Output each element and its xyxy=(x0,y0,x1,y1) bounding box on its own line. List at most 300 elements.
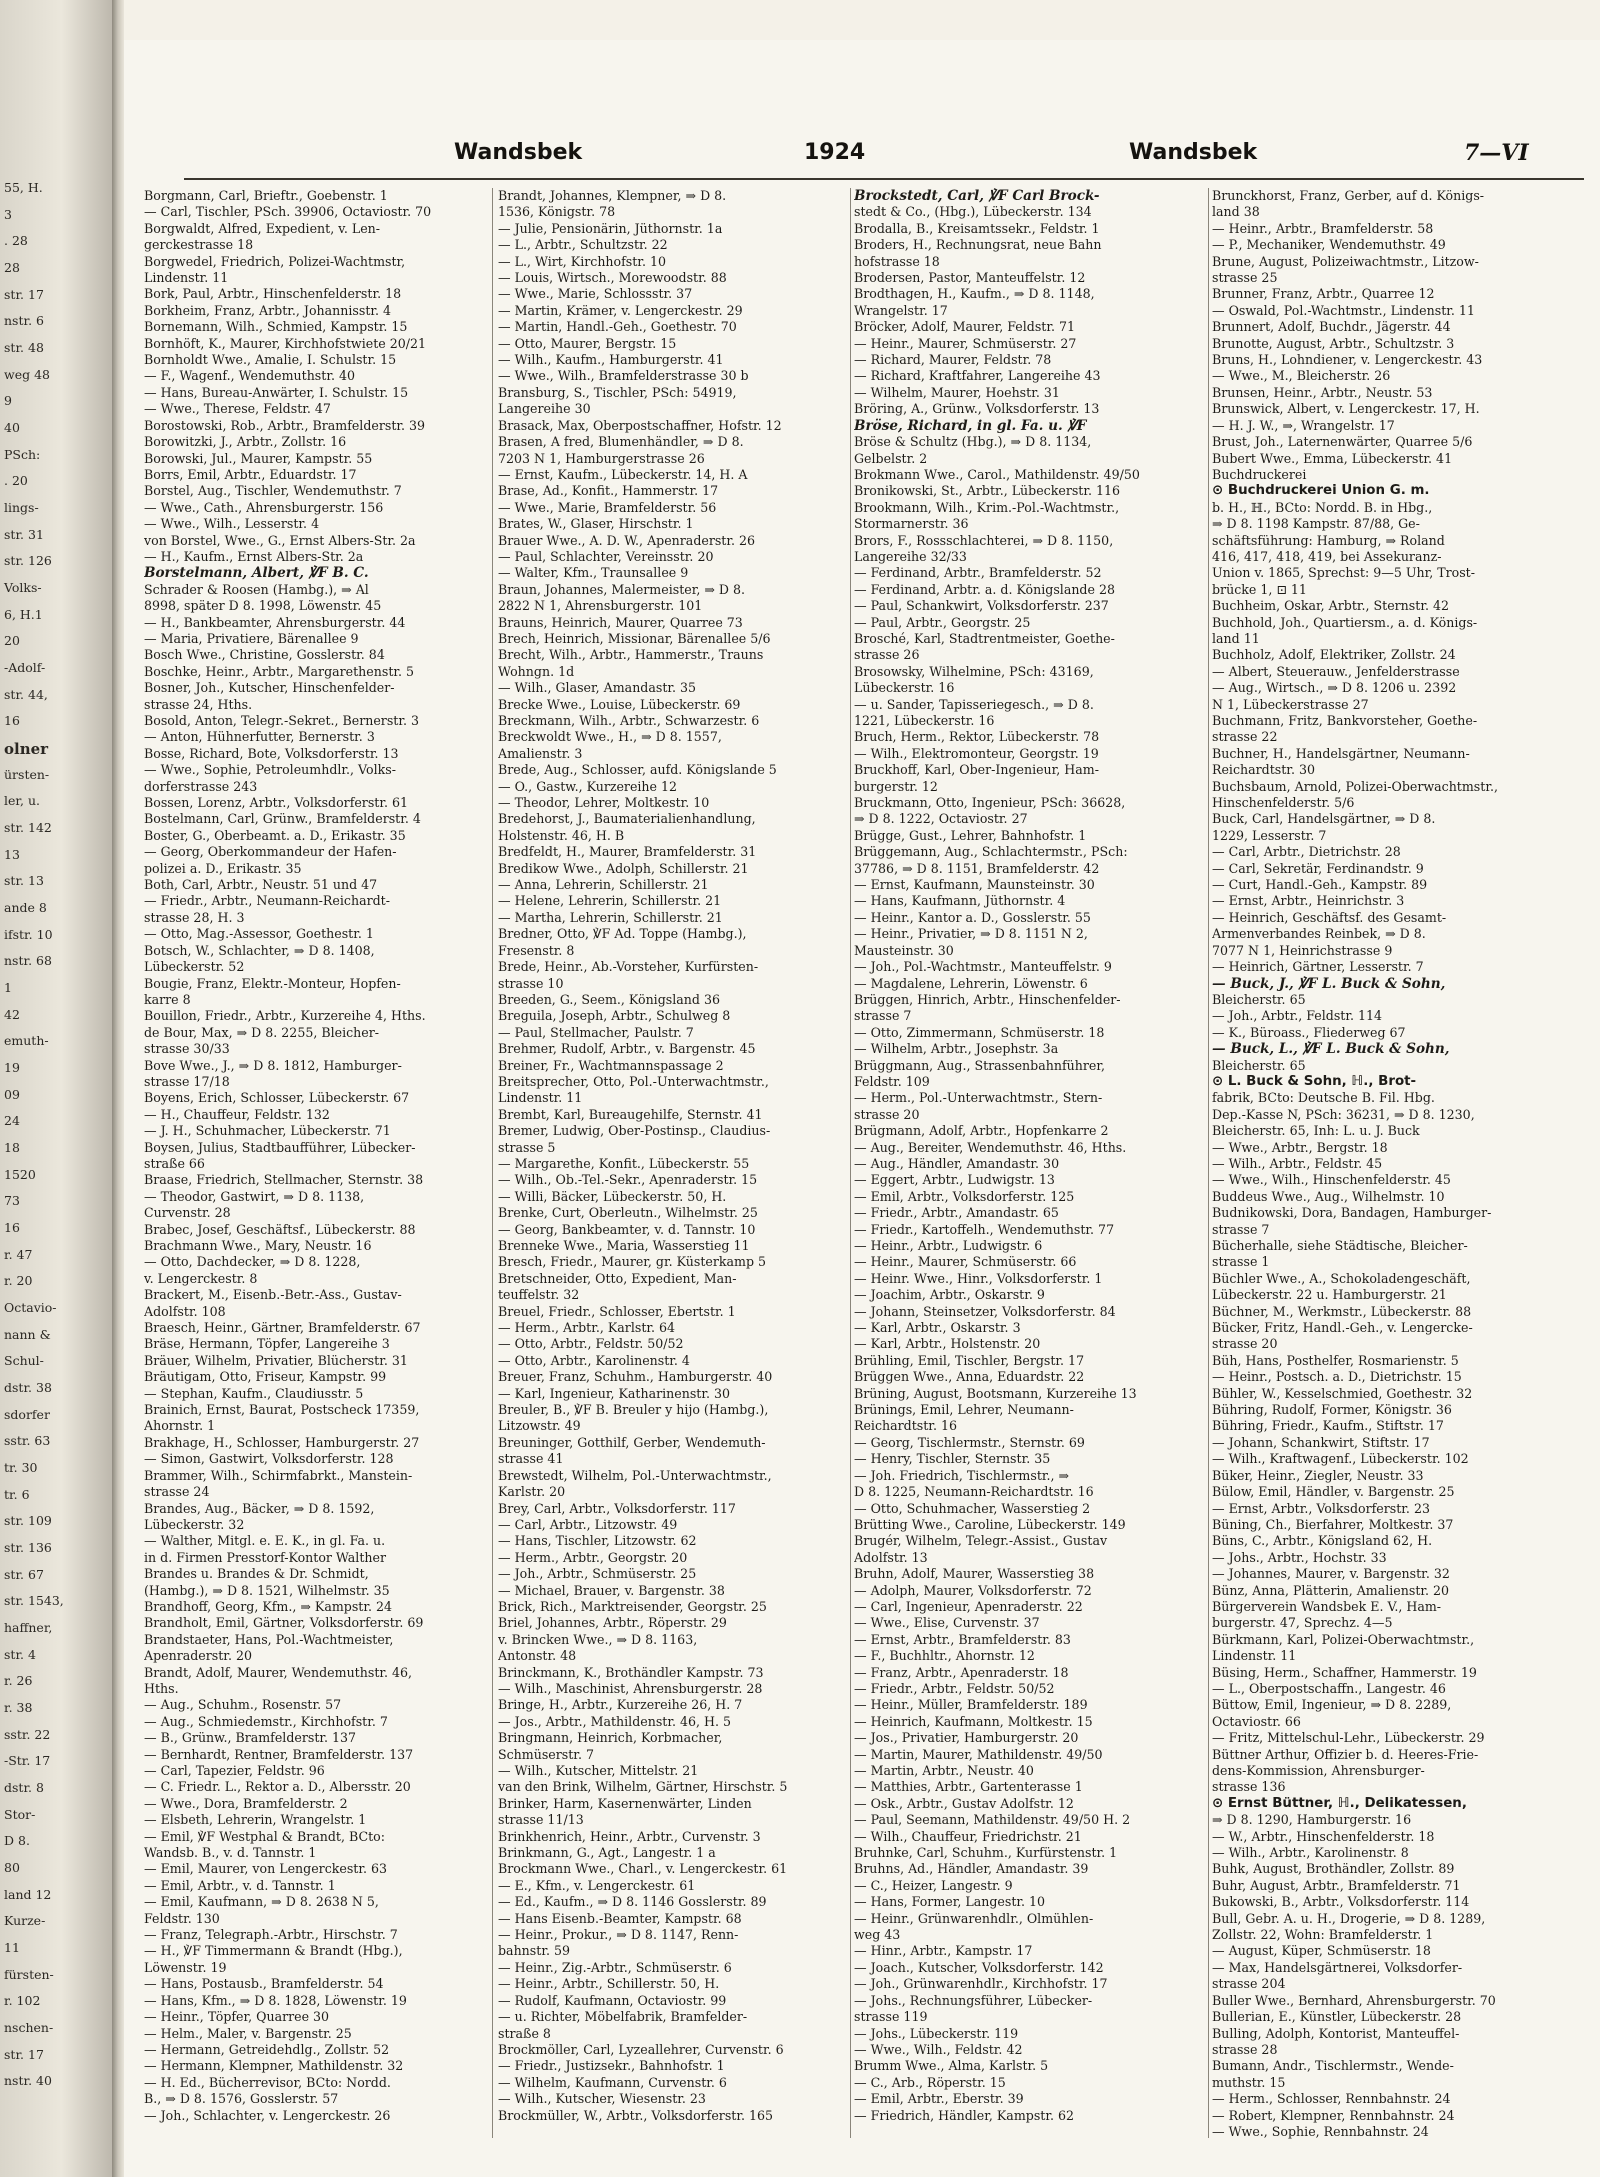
margin-fragment: 18 xyxy=(4,1140,20,1155)
directory-entry: — Joachim, Arbtr., Oskarstr. 9 xyxy=(854,1287,1045,1303)
directory-entry: Buchner, H., Handelsgärtner, Neumann- xyxy=(1212,745,1470,761)
directory-entry: strasse 24 xyxy=(144,1484,210,1500)
directory-entry: land 11 xyxy=(1212,630,1260,646)
header-page-number: 7—VI xyxy=(1464,140,1529,166)
margin-fragment: ürsten- xyxy=(4,766,50,782)
margin-fragment: 55, H. xyxy=(4,180,43,195)
margin-fragment: ler, u. xyxy=(4,793,40,809)
directory-entry: — Heinr., Postsch. a. D., Dietrichstr. 15 xyxy=(1212,1369,1462,1385)
directory-entry: — Aug., Händler, Amandastr. 30 xyxy=(854,1155,1060,1171)
directory-entry: Breuninger, Gotthilf, Gerber, Wendemuth- xyxy=(498,1434,766,1450)
directory-entry: — Hans, Former, Langestr. 10 xyxy=(854,1894,1046,1910)
directory-entry: Büchler Wwe., A., Schokoladengeschäft, xyxy=(1212,1270,1471,1286)
directory-entry: Boyens, Erich, Schlosser, Lübeckerstr. 67 xyxy=(144,1090,410,1106)
directory-entry: — Johs., Arbtr., Hochstr. 33 xyxy=(1212,1549,1387,1565)
directory-entry: Brüggen Wwe., Anna, Eduardstr. 22 xyxy=(854,1369,1085,1385)
directory-entry: — H., Kaufm., Ernst Albers-Str. 2a xyxy=(144,548,364,564)
directory-entry: Hinschenfelderstr. 5/6 xyxy=(1212,795,1355,811)
directory-entry: — Richard, Maurer, Feldstr. 78 xyxy=(854,352,1052,368)
directory-entry: — Wilh., Chauffeur, Friedrichstr. 21 xyxy=(854,1828,1082,1844)
directory-entry: Brunswick, Albert, v. Lengerckestr. 17, H. xyxy=(1212,401,1480,417)
directory-entry: strasse 7 xyxy=(1212,1221,1270,1237)
directory-entry: — L., Wirt, Kirchhofstr. 10 xyxy=(498,253,666,269)
margin-fragment: 1520 xyxy=(4,1166,36,1182)
directory-entry: Bouillon, Friedr., Arbtr., Kurzereihe 4, Hths. xyxy=(144,1008,426,1024)
directory-entry: Brauer Wwe., A. D. W., Apenraderstr. 26 xyxy=(498,532,756,548)
directory-entry: Breuel, Friedr., Schlosser, Ebertstr. 1 xyxy=(498,1303,736,1319)
directory-entry: Brune, August, Polizeiwachtmstr., Litzow- xyxy=(1212,253,1479,269)
directory-entry: — Heinr., Grünwarenhdlr., Olmühlen- xyxy=(854,1910,1094,1926)
directory-entry: v. Lengerckestr. 8 xyxy=(144,1270,258,1286)
directory-entry: strasse 136 xyxy=(1212,1779,1286,1795)
directory-entry: Brüggemann, Aug., Schlachtermstr., PSch: xyxy=(854,844,1128,860)
directory-entry: — Friedr., Arbtr., Neumann-Reichardt- xyxy=(144,893,390,909)
directory-entry: Bühring, Rudolf, Former, Königstr. 36 xyxy=(1212,1402,1452,1418)
directory-entry: Bürkmann, Karl, Polizei-Oberwachtmstr., xyxy=(1212,1631,1475,1647)
directory-column-4 xyxy=(1212,188,1572,2148)
directory-entry: — Michael, Brauer, v. Bargenstr. 38 xyxy=(498,1582,725,1598)
directory-entry: teuffelstr. 32 xyxy=(498,1287,580,1303)
directory-entry: van den Brink, Wilhelm, Gärtner, Hirschstr. 5 xyxy=(498,1779,788,1795)
margin-fragment: r. 38 xyxy=(4,1700,33,1715)
directory-entry: Bülow, Emil, Händler, v. Bargenstr. 25 xyxy=(1212,1484,1455,1500)
directory-entry: Bücherhalle, siehe Städtische, Bleicher- xyxy=(1212,1238,1468,1253)
directory-entry: straße 8 xyxy=(498,2025,551,2041)
directory-entry: Bünz, Anna, Plätterin, Amalienstr. 20 xyxy=(1212,1582,1450,1598)
directory-entry: Bresch, Friedr., Maurer, gr. Küsterkamp 5 xyxy=(498,1254,767,1270)
directory-entry: — Ernst, Kaufm., Lübeckerstr. 14, H. A xyxy=(498,466,748,482)
directory-entry: Brecke Wwe., Louise, Lübeckerstr. 69 xyxy=(498,696,741,712)
directory-entry: 1229, Lesserstr. 7 xyxy=(1212,827,1327,843)
directory-entry: — Albert, Steuerauw., Jenfelderstrasse xyxy=(1212,663,1460,679)
margin-fragment: nann & xyxy=(4,1326,51,1342)
directory-entry: Brase, Ad., Konfit., Hammerstr. 17 xyxy=(498,483,719,499)
directory-entry: Bringe, H., Arbtr., Kurzereihe 26, H. 7 xyxy=(498,1697,743,1713)
directory-entry: Brünings, Emil, Lehrer, Neumann- xyxy=(854,1402,1074,1418)
directory-entry: — Ernst, Arbtr., Bramfelderstr. 83 xyxy=(854,1631,1071,1647)
directory-entry: Borrs, Emil, Arbtr., Eduardstr. 17 xyxy=(144,466,357,482)
directory-entry: — Hinr., Arbtr., Kampstr. 17 xyxy=(854,1943,1033,1959)
directory-entry: B., ⇒ D 8. 1576, Gosslerstr. 57 xyxy=(144,2091,339,2107)
directory-entry: Brunner, Franz, Arbtr., Quarree 12 xyxy=(1212,286,1435,302)
margin-fragment: 9 xyxy=(4,393,12,409)
directory-entry: — Otto, Zimmermann, Schmüserstr. 18 xyxy=(854,1024,1105,1040)
directory-entry: strasse 24, Hths. xyxy=(144,696,253,712)
directory-entry: Bruhnke, Carl, Schuhm., Kurfürstenstr. 1 xyxy=(854,1845,1118,1861)
directory-entry: Bukowski, B., Arbtr., Volksdorferstr. 114 xyxy=(1212,1894,1470,1910)
margin-fragment: str. 136 xyxy=(4,1540,52,1555)
directory-entry: Bühler, W., Kesselschmied, Goethestr. 32 xyxy=(1212,1385,1473,1401)
directory-entry: Bringmann, Heinrich, Korbmacher, xyxy=(498,1730,723,1746)
directory-entry: — Friedrich, Händler, Kampstr. 62 xyxy=(854,2107,1075,2123)
directory-entry: strasse 41 xyxy=(498,1451,564,1467)
directory-entry: — Friedr., Arbtr., Amandastr. 65 xyxy=(854,1205,1059,1221)
margin-fragment: . 28 xyxy=(4,233,28,249)
directory-entry: Lindenstr. 11 xyxy=(498,1090,583,1106)
directory-entry: Bronikowski, St., Arbtr., Lübeckerstr. 116 xyxy=(854,483,1121,499)
directory-entry: gerckestrasse 18 xyxy=(144,237,254,253)
directory-entry: Bräuer, Wilhelm, Privatier, Blücherstr. 31 xyxy=(144,1352,408,1368)
column-divider xyxy=(850,188,851,2138)
directory-entry: Buchheim, Oskar, Arbtr., Sternstr. 42 xyxy=(1212,598,1449,614)
margin-fragment: Schul- xyxy=(4,1353,44,1369)
directory-entry: Brokmann Wwe., Carol., Mathildenstr. 49/50 xyxy=(854,466,1140,482)
directory-entry: Broders, H., Rechnungsrat, neue Bahn xyxy=(854,237,1102,253)
directory-entry: Bruns, H., Lohndiener, v. Lengerckestr. 43 xyxy=(1212,352,1483,368)
directory-entry: ⇒ D 8. 1222, Octaviostr. 27 xyxy=(854,811,1028,827)
directory-entry: — Aug., Bereiter, Wendemuthstr. 46, Hths. xyxy=(854,1139,1127,1155)
directory-entry: — Heinr., Töpfer, Quarree 30 xyxy=(144,2009,330,2025)
margin-fragment: 19 xyxy=(4,1060,20,1075)
directory-entry: — Paul, Stellmacher, Paulstr. 7 xyxy=(498,1024,694,1040)
directory-entry: — Hans, Kaufmann, Jüthornstr. 4 xyxy=(854,893,1066,909)
margin-fragment: str. 31 xyxy=(4,526,44,542)
directory-entry: Bühring, Friedr., Kaufm., Stiftstr. 17 xyxy=(1212,1418,1444,1434)
margin-fragment: sstr. 22 xyxy=(4,1726,51,1742)
directory-entry: — Hans Eisenb.-Beamter, Kampstr. 68 xyxy=(498,1910,742,1926)
directory-entry: Brabec, Josef, Geschäftsf., Lübeckerstr. 88 xyxy=(144,1221,416,1237)
margin-fragment: r. 102 xyxy=(4,1993,41,2009)
directory-entry: Bredehorst, J., Baumaterialienhandlung, xyxy=(498,811,756,827)
directory-entry: — Emil, Arbtr., v. d. Tannstr. 1 xyxy=(144,1877,336,1893)
directory-entry: — Fritz, Mittelschul-Lehr., Lübeckerstr. 29 xyxy=(1212,1730,1485,1746)
directory-entry: — Bernhardt, Rentner, Bramfelderstr. 137 xyxy=(144,1746,414,1762)
directory-entry: Budnikowski, Dora, Bandagen, Hamburger- xyxy=(1212,1205,1492,1221)
directory-entry: — Ernst, Arbtr., Volksdorferstr. 23 xyxy=(1212,1500,1430,1516)
directory-entry: — Otto, Schuhmacher, Wasserstieg 2 xyxy=(854,1500,1091,1516)
directory-entry: polizei a. D., Erikastr. 35 xyxy=(144,860,302,876)
directory-entry: Büning, Ch., Bierfahrer, Moltkestr. 37 xyxy=(1212,1516,1454,1532)
directory-entry: Buhk, August, Brothändler, Zollstr. 89 xyxy=(1212,1861,1455,1877)
directory-entry: Brosché, Karl, Stadtrentmeister, Goethe- xyxy=(854,630,1115,646)
directory-entry: — Magdalene, Lehrerin, Löwenstr. 6 xyxy=(854,975,1088,991)
directory-entry: — Margarethe, Konfit., Lübeckerstr. 55 xyxy=(498,1155,750,1171)
directory-entry: — Julie, Pensionärin, Jüthornstr. 1a xyxy=(498,220,723,236)
directory-entry: — Wwe., Marie, Schlossstr. 37 xyxy=(498,286,693,302)
directory-entry: — Johs., Lübeckerstr. 119 xyxy=(854,2025,1019,2041)
margin-fragment: str. 4 xyxy=(4,1646,36,1662)
directory-entry: — Theodor, Lehrer, Moltkestr. 10 xyxy=(498,795,710,811)
directory-entry: — Buck, L., ℣F L. Buck & Sohn, xyxy=(1212,1041,1450,1058)
directory-entry: — u. Richter, Möbelfabrik, Bramfelder- xyxy=(498,2009,748,2025)
directory-entry: — Heinr. Wwe., Hinr., Volksdorferstr. 1 xyxy=(854,1270,1103,1286)
directory-entry: Lindenstr. 11 xyxy=(144,270,229,286)
directory-entry: in d. Firmen Presstorf-Kontor Walther xyxy=(144,1549,386,1565)
directory-entry: — Joh., Arbtr., Schmüserstr. 25 xyxy=(498,1566,697,1582)
directory-entry: Wandsb. B., v. d. Tannstr. 1 xyxy=(144,1845,317,1861)
margin-fragment: str. 126 xyxy=(4,553,52,569)
directory-entry: — Henry, Tischler, Sternstr. 35 xyxy=(854,1451,1051,1467)
directory-entry: — Wilh., Kraftwagenf., Lübeckerstr. 102 xyxy=(1212,1451,1469,1467)
directory-entry: — Joh., Schlachter, v. Lengerckestr. 26 xyxy=(144,2107,391,2123)
directory-entry: Feldstr. 109 xyxy=(854,1073,930,1089)
directory-entry: Bosch Wwe., Christine, Gosslerstr. 84 xyxy=(144,647,385,663)
directory-entry: Buchsbaum, Arnold, Polizei-Oberwachtmstr., xyxy=(1212,778,1498,794)
directory-entry: — Willi, Bäcker, Lübeckerstr. 50, H. xyxy=(498,1188,727,1204)
directory-entry: burgerstr. 12 xyxy=(854,778,938,794)
directory-entry: Brütting Wwe., Caroline, Lübeckerstr. 149 xyxy=(854,1516,1126,1532)
directory-entry: Bosner, Joh., Kutscher, Hinschenfelder- xyxy=(144,680,395,696)
directory-entry: Bornhöft, K., Maurer, Kirchhofstwiete 20/21 xyxy=(144,335,427,351)
directory-entry: Boysen, Julius, Stadtbaufführer, Lübecker- xyxy=(144,1139,416,1155)
directory-entry: — Heinr., Privatier, ⇒ D 8. 1151 N 2, xyxy=(854,926,1088,942)
directory-entry: — Wilh., Kutscher, Mittelstr. 21 xyxy=(498,1763,699,1778)
directory-entry: Buck, Carl, Handelsgärtner, ⇒ D 8. xyxy=(1212,811,1436,827)
directory-entry: Brüggmann, Aug., Strassenbahnführer, xyxy=(854,1057,1105,1073)
directory-entry: Bröring, A., Grünw., Volksdorferstr. 13 xyxy=(854,401,1100,417)
margin-fragment: str. 48 xyxy=(4,340,44,355)
directory-entry: — Carl, Arbtr., Dietrichstr. 28 xyxy=(1212,844,1401,860)
directory-entry: — Wilh., Ob.-Tel.-Sekr., Apenraderstr. 15 xyxy=(498,1172,758,1188)
directory-entry: Brandes u. Brandes & Dr. Schmidt, xyxy=(144,1566,369,1582)
directory-entry: Stormarnerstr. 36 xyxy=(854,516,969,532)
directory-entry: — Anna, Lehrerin, Schillerstr. 21 xyxy=(498,877,709,893)
directory-entry: — Jos., Privatier, Hamburgerstr. 20 xyxy=(854,1730,1079,1746)
directory-entry: — Wwe., Therese, Feldstr. 47 xyxy=(144,401,331,417)
directory-entry: Brunckhorst, Franz, Gerber, auf d. Königs- xyxy=(1212,188,1485,203)
directory-entry: — Hermann, Getreidehdlg., Zollstr. 52 xyxy=(144,2041,390,2057)
directory-entry: Holstenstr. 46, H. B xyxy=(498,827,625,843)
directory-entry: Bosold, Anton, Telegr.-Sekret., Bernerstr. 3 xyxy=(144,713,420,728)
directory-entry: — Hans, Tischler, Litzowstr. 62 xyxy=(498,1533,697,1549)
directory-entry: — Heinrich, Gärtner, Lesserstr. 7 xyxy=(1212,959,1424,975)
directory-entry: — Wilh., Kaufm., Hamburgerstr. 41 xyxy=(498,352,724,368)
directory-entry: Feldstr. 130 xyxy=(144,1910,220,1926)
directory-entry: — Johann, Schankwirt, Stiftstr. 17 xyxy=(1212,1434,1430,1450)
margin-fragment: land 12 xyxy=(4,1886,52,1902)
directory-entry: Breuer, Franz, Schuhm., Hamburgerstr. 40 xyxy=(498,1369,773,1385)
directory-entry: Schrader & Roosen (Hambg.), ⇒ Al xyxy=(144,581,369,597)
directory-entry: strasse 22 xyxy=(1212,729,1278,745)
directory-entry: — Rudolf, Kaufmann, Octaviostr. 99 xyxy=(498,1992,727,2008)
directory-entry: — Wilh., Elektromonteur, Georgstr. 19 xyxy=(854,745,1099,761)
directory-entry: Brammer, Wilh., Schirmfabrkt., Manstein- xyxy=(144,1467,413,1483)
margin-fragment: 16 xyxy=(4,713,20,729)
directory-entry: — Aug., Wirtsch., ⇒ D 8. 1206 u. 2392 xyxy=(1212,680,1457,696)
directory-entry: Borowski, Jul., Maurer, Kampstr. 55 xyxy=(144,450,373,466)
margin-fragment: r. 47 xyxy=(4,1246,33,1262)
directory-entry: Bork, Paul, Arbtr., Hinschenfelderstr. 18 xyxy=(144,286,402,302)
margin-fragment: Kurze- xyxy=(4,1913,46,1929)
directory-entry: karre 8 xyxy=(144,991,191,1007)
directory-entry: straße 66 xyxy=(144,1155,205,1171)
directory-entry: — Friedr., Justizsekr., Bahnhofstr. 1 xyxy=(498,2058,725,2074)
directory-entry: Bruckhoff, Karl, Ober-Ingenieur, Ham- xyxy=(854,762,1099,778)
margin-fragment: 09 xyxy=(4,1086,20,1102)
directory-entry: Brookmann, Wilh., Krim.-Pol.-Wachtmstr., xyxy=(854,499,1120,515)
directory-entry: — Otto, Arbtr., Feldstr. 50/52 xyxy=(498,1336,684,1352)
directory-entry: — Heinr., Zig.-Arbtr., Schmüserstr. 6 xyxy=(498,1959,732,1975)
directory-entry: — Matthies, Arbtr., Gartenterasse 1 xyxy=(854,1779,1083,1795)
directory-entry: Brodthagen, H., Kaufm., ⇒ D 8. 1148, xyxy=(854,286,1095,302)
directory-entry: — E., Kfm., v. Lengerckestr. 61 xyxy=(498,1877,696,1893)
directory-entry: Breguila, Joseph, Arbtr., Schulweg 8 xyxy=(498,1008,731,1024)
directory-entry: muthstr. 15 xyxy=(1212,2074,1286,2090)
directory-entry: — Heinr., Maurer, Schmüserstr. 66 xyxy=(854,1254,1077,1270)
directory-entry: Dep.-Kasse N, PSch: 36231, ⇒ D 8. 1230, xyxy=(1212,1106,1475,1122)
directory-entry: Brors, F., Rossschlachterei, ⇒ D 8. 1150, xyxy=(854,532,1114,548)
directory-entry: Bosse, Richard, Bote, Volksdorferstr. 13 xyxy=(144,745,399,761)
directory-entry: 2822 N 1, Ahrensburgerstr. 101 xyxy=(498,598,703,614)
adjacent-page-strip xyxy=(0,0,112,2177)
directory-entry: Langereihe 32/33 xyxy=(854,548,967,564)
directory-entry: Reichardtstr. 30 xyxy=(1212,762,1315,778)
directory-entry: Gelbelstr. 2 xyxy=(854,450,928,466)
directory-entry: Lübeckerstr. 22 u. Hamburgerstr. 21 xyxy=(1212,1287,1447,1303)
directory-entry: — August, Küper, Schmüserstr. 18 xyxy=(1212,1943,1431,1959)
directory-entry: Brügmann, Adolf, Arbtr., Hopfenkarre 2 xyxy=(854,1123,1109,1139)
directory-entry: — Ed., Kaufm., ⇒ D 8. 1146 Gosslerstr. 89 xyxy=(498,1894,767,1910)
margin-fragment: 80 xyxy=(4,1860,20,1875)
directory-entry: — Anton, Hühnerfutter, Bernerstr. 3 xyxy=(144,729,375,745)
directory-entry: — C. Friedr. L., Rektor a. D., Albersstr. 20 xyxy=(144,1779,411,1795)
directory-entry: Bremer, Ludwig, Ober-Postinsp., Claudius- xyxy=(498,1123,771,1139)
directory-entry: — O., Gastw., Kurzereihe 12 xyxy=(498,778,678,794)
margin-fragment: str. 17 xyxy=(4,286,44,302)
directory-entry: — Emil, Arbtr., Eberstr. 39 xyxy=(854,2091,1024,2107)
directory-entry: Borkheim, Franz, Arbtr., Johannisstr. 4 xyxy=(144,302,392,318)
directory-entry: — H. J. W., ⇒, Wrangelstr. 17 xyxy=(1212,417,1395,433)
directory-entry: brücke 1, ⊡ 11 xyxy=(1212,581,1307,597)
directory-entry: ⊙ Ernst Büttner, ℍ., Delikatessen, xyxy=(1212,1795,1467,1811)
margin-fragment: -Str. 17 xyxy=(4,1753,51,1769)
directory-entry: — Wilhelm, Arbtr., Josephstr. 3a xyxy=(854,1041,1059,1057)
directory-entry: Brockmann Wwe., Charl., v. Lengerckestr. 61 xyxy=(498,1861,788,1877)
directory-entry: — Otto, Mag.-Assessor, Goethestr. 1 xyxy=(144,926,374,942)
directory-entry: — Joh., Pol.-Wachtmstr., Manteuffelstr. 9 xyxy=(854,959,1112,975)
directory-entry: Buhr, August, Arbtr., Bramfelderstr. 71 xyxy=(1212,1877,1461,1893)
directory-entry: Bretschneider, Otto, Expedient, Man- xyxy=(498,1270,737,1286)
directory-entry: — Wwe., Wilh., Lesserstr. 4 xyxy=(144,516,320,532)
directory-entry: — Otto, Dachdecker, ⇒ D 8. 1228, xyxy=(144,1254,361,1270)
directory-entry: Breiner, Fr., Wachtmannspassage 2 xyxy=(498,1057,724,1073)
directory-entry: — Ernst, Arbtr., Heinrichstr. 3 xyxy=(1212,893,1405,909)
directory-entry: — Wilh., Glaser, Amandastr. 35 xyxy=(498,680,697,696)
margin-fragment: dstr. 38 xyxy=(4,1380,52,1395)
margin-fragment: str. 44, xyxy=(4,686,48,702)
directory-entry: Brunsen, Heinr., Arbtr., Neustr. 53 xyxy=(1212,384,1433,400)
directory-entry: — Adolph, Maurer, Volksdorferstr. 72 xyxy=(854,1582,1092,1598)
directory-entry: Büttner Arthur, Offizier b. d. Heeres-Frie- xyxy=(1212,1746,1479,1762)
directory-entry: — Hans, Postausb., Bramfelderstr. 54 xyxy=(144,1976,384,1992)
directory-entry: Bostelmann, Carl, Grünw., Bramfelderstr. 4 xyxy=(144,811,421,827)
directory-entry: — Eggert, Arbtr., Ludwigstr. 13 xyxy=(854,1172,1055,1188)
directory-entry: — Friedr., Kartoffelh., Wendemuthstr. 77 xyxy=(854,1221,1115,1237)
directory-entry: — Curt, Handl.-Geh., Kampstr. 89 xyxy=(1212,877,1428,893)
directory-entry: — Oswald, Pol.-Wachtmstr., Lindenstr. 11 xyxy=(1212,302,1475,318)
directory-entry: strasse 20 xyxy=(854,1106,920,1122)
directory-entry: 37786, ⇒ D 8. 1151, Bramfelderstr. 42 xyxy=(854,860,1100,876)
directory-entry: Lübeckerstr. 32 xyxy=(144,1516,245,1532)
directory-entry: — Wwe., M., Bleicherstr. 26 xyxy=(1212,368,1391,384)
directory-entry: — Aug., Schuhm., Rosenstr. 57 xyxy=(144,1697,342,1713)
directory-entry: Brewstedt, Wilhelm, Pol.-Unterwachtmstr., xyxy=(498,1467,772,1483)
directory-entry: 8998, später D 8. 1998, Löwenstr. 45 xyxy=(144,598,382,614)
directory-entry: de Bour, Max, ⇒ D 8. 2255, Bleicher- xyxy=(144,1024,380,1040)
directory-entry: Brinkmann, G., Agt., Langestr. 1 a xyxy=(498,1845,716,1861)
directory-entry: — Richard, Kraftfahrer, Langereihe 43 xyxy=(854,368,1101,384)
directory-entry: — u. Sander, Tapisseriegesch., ⇒ D 8. xyxy=(854,696,1094,712)
directory-entry: Büchner, M., Werkmstr., Lübeckerstr. 88 xyxy=(1212,1303,1472,1319)
directory-entry: — Theodor, Gastwirt, ⇒ D 8. 1138, xyxy=(144,1188,365,1204)
directory-entry: strasse 5 xyxy=(498,1139,556,1155)
directory-entry: Brandholt, Emil, Gärtner, Volksdorferstr. 69 xyxy=(144,1615,424,1631)
directory-entry: — Paul, Schankwirt, Volksdorferstr. 237 xyxy=(854,598,1109,614)
directory-entry: — Wwe., Arbtr., Bergstr. 18 xyxy=(1212,1139,1388,1155)
directory-entry: — Hermann, Klempner, Mathildenstr. 32 xyxy=(144,2058,404,2074)
directory-entry: Bossen, Lorenz, Arbtr., Volksdorferstr. 61 xyxy=(144,795,409,811)
directory-entry: Karlstr. 20 xyxy=(498,1484,566,1500)
directory-entry: — Heinrich, Geschäftsf. des Gesamt- xyxy=(1212,909,1447,925)
directory-entry: Brembt, Karl, Bureaugehilfe, Sternstr. 41 xyxy=(498,1106,763,1122)
running-header xyxy=(124,140,1600,180)
directory-entry: Botsch, W., Schlachter, ⇒ D 8. 1408, xyxy=(144,942,375,958)
directory-entry: — Joh., Grünwarenhdlr., Kirchhofstr. 17 xyxy=(854,1976,1108,1992)
directory-entry: — Heinr., Müller, Bramfelderstr. 189 xyxy=(854,1697,1088,1713)
margin-fragment: 20 xyxy=(4,633,20,649)
directory-entry: Breeden, G., Seem., Königsland 36 xyxy=(498,991,720,1007)
directory-entry: — Heinr., Maurer, Schmüserstr. 27 xyxy=(854,335,1077,351)
margin-fragment: 11 xyxy=(4,1940,20,1955)
directory-entry: — Paul, Seemann, Mathildenstr. 49/50 H. 2 xyxy=(854,1812,1131,1828)
directory-entry: Brust, Joh., Laternenwärter, Quarree 5/6 xyxy=(1212,434,1473,450)
directory-entry: weg 43 xyxy=(854,1927,901,1943)
directory-entry: dorferstrasse 243 xyxy=(144,778,258,794)
directory-entry: — J. H., Schuhmacher, Lübeckerstr. 71 xyxy=(144,1123,391,1139)
directory-entry: — Wwe., Cath., Ahrensburgerstr. 156 xyxy=(144,499,384,515)
directory-entry: — Louis, Wirtsch., Morewoodstr. 88 xyxy=(498,270,727,286)
directory-entry: Brügge, Gust., Lehrer, Bahnhofstr. 1 xyxy=(854,827,1087,843)
directory-entry: — Johannes, Maurer, v. Bargenstr. 32 xyxy=(1212,1566,1450,1582)
directory-entry: — Martin, Arbtr., Neustr. 40 xyxy=(854,1763,1034,1778)
margin-fragment: 1 xyxy=(4,980,12,995)
directory-entry: Brecht, Wilh., Arbtr., Hammerstr., Trauns xyxy=(498,647,764,663)
directory-entry: — H., Chauffeur, Feldstr. 132 xyxy=(144,1106,330,1122)
directory-entry: Brainich, Ernst, Baurat, Postscheck 17359, xyxy=(144,1402,420,1418)
directory-entry: Brühling, Emil, Tischler, Bergstr. 17 xyxy=(854,1352,1085,1368)
margin-fragment: 6, H.1 xyxy=(4,606,43,622)
directory-entry: strasse 7 xyxy=(854,1008,912,1024)
directory-entry: Bubert Wwe., Emma, Lübeckerstr. 41 xyxy=(1212,450,1453,466)
directory-entry: strasse 17/18 xyxy=(144,1073,230,1089)
directory-entry: strasse 119 xyxy=(854,2009,928,2025)
directory-entry: strasse 30/33 xyxy=(144,1041,230,1057)
directory-entry: Langereihe 30 xyxy=(498,401,591,417)
directory-entry: Wrangelstr. 17 xyxy=(854,302,948,318)
directory-entry: Brehmer, Rudolf, Arbtr., v. Bargenstr. 45 xyxy=(498,1041,756,1057)
directory-entry: dens-Kommission, Ahrensburger- xyxy=(1212,1763,1425,1778)
directory-entry: Boschke, Heinr., Arbtr., Margarethenstr. 5 xyxy=(144,663,415,679)
directory-entry: — Martin, Krämer, v. Lengerckestr. 29 xyxy=(498,302,743,318)
directory-entry: 7203 N 1, Hamburgerstrasse 26 xyxy=(498,450,705,466)
directory-entry: Wohngn. 1d xyxy=(498,663,575,679)
directory-entry: ⊙ L. Buck & Sohn, ℍ., Brot- xyxy=(1212,1073,1417,1089)
directory-entry: ⇒ D 8. 1290, Hamburgerstr. 16 xyxy=(1212,1812,1412,1828)
margin-fragment: nstr. 40 xyxy=(4,2073,52,2089)
directory-entry: Bove Wwe., J., ⇒ D 8. 1812, Hamburger- xyxy=(144,1057,402,1073)
directory-entry: Bornemann, Wilh., Schmied, Kampstr. 15 xyxy=(144,319,408,335)
directory-entry: ⇒ D 8. 1198 Kampstr. 87/88, Ge- xyxy=(1212,516,1420,532)
directory-entry: Breckwoldt Wwe., H., ⇒ D 8. 1557, xyxy=(498,729,722,745)
directory-entry: Breuler, B., ℣F B. Breuler y hijo (Hambg.), xyxy=(498,1402,769,1418)
directory-entry: — Georg, Tischlermstr., Sternstr. 69 xyxy=(854,1434,1085,1450)
directory-entry: — Ferdinand, Arbtr. a. d. Königslande 28 xyxy=(854,581,1115,597)
directory-entry: Löwenstr. 19 xyxy=(144,1959,227,1975)
directory-entry: — Emil, Maurer, von Lengerckestr. 63 xyxy=(144,1861,388,1877)
directory-entry: Brede, Aug., Schlosser, aufd. Königslande 5 xyxy=(498,762,777,778)
directory-entry: — Walter, Kfm., Traunsallee 9 xyxy=(498,565,689,581)
margin-fragment: Stor- xyxy=(4,1806,36,1822)
